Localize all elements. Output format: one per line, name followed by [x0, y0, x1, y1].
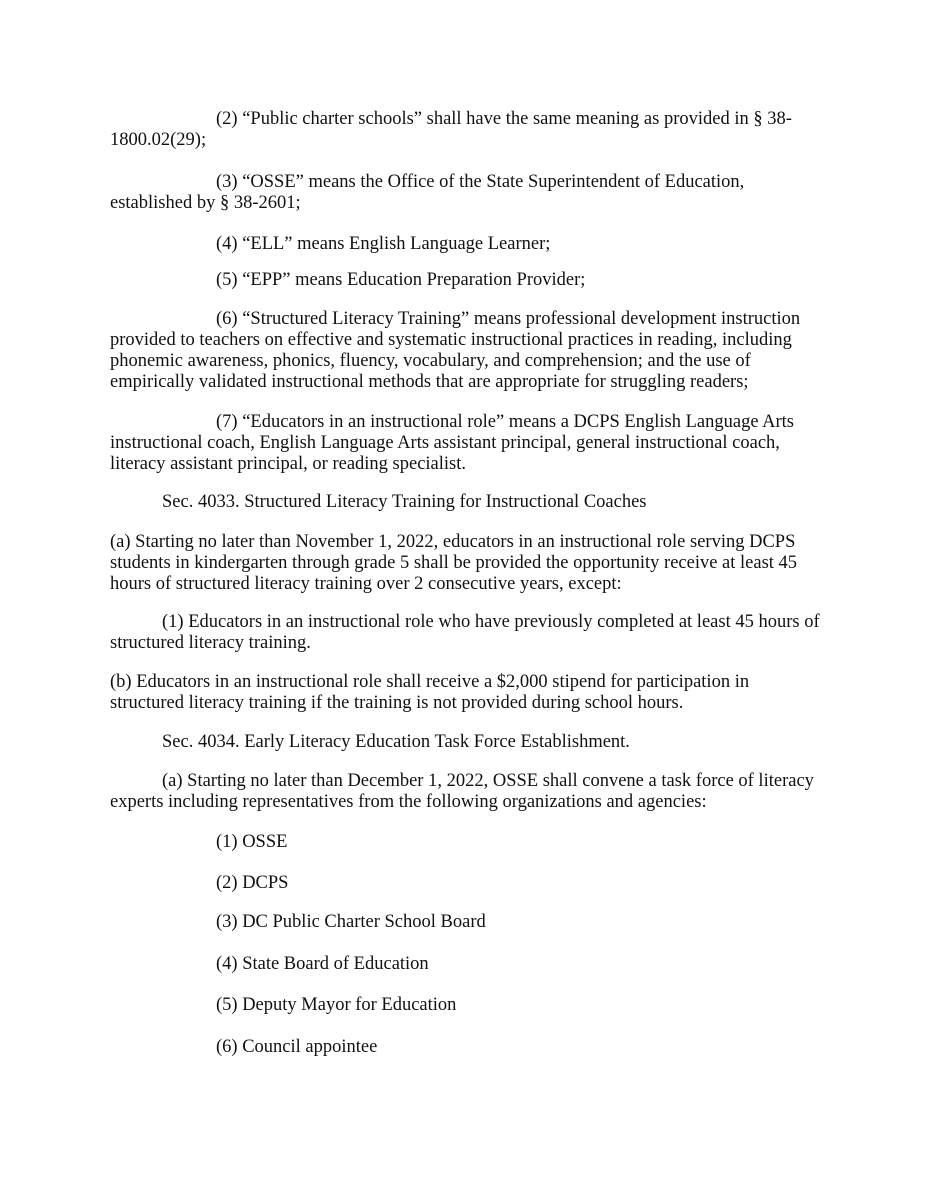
section-4034-subsection-a: (a) Starting no later than December 1, 2022, OSSE shall convene a task force of literacy experts including representatives from the following organizations and agencies:: [110, 771, 814, 812]
definition-5: (5) “EPP” means Education Preparation Provider;: [216, 270, 586, 290]
task-force-member-3: (3) DC Public Charter School Board: [216, 912, 486, 932]
definition-3: (3) “OSSE” means the Office of the State Superintendent of Education, established by § 38-2601;: [110, 172, 745, 213]
section-4033-subsection-a: (a) Starting no later than November 1, 2022, educators in an instructional role serving DCPS students in kindergarten through grade 5 shall be provided the opportunity receive at least 45 hours of structured literacy training over 2 consecutive years, except:: [110, 532, 798, 594]
task-force-member-5: (5) Deputy Mayor for Education: [216, 995, 457, 1015]
task-force-member-2: (2) DCPS: [216, 873, 289, 893]
task-force-member-4: (4) State Board of Education: [216, 954, 429, 974]
task-force-member-6: (6) Council appointee: [216, 1037, 378, 1057]
definition-7: (7) “Educators in an instructional role” means a DCPS English Language Arts instructional coach, English Language Arts assistant principal, general instructional coach, literacy assistant principal, or reading specialist.: [110, 412, 794, 474]
section-4033-subsection-b: (b) Educators in an instructional role shall receive a $2,000 stipend for participation in structured literacy training if the training is not provided during school hours.: [110, 672, 750, 713]
definition-4: (4) “ELL” means English Language Learner;: [216, 234, 551, 254]
section-4033-heading: Sec. 4033. Structured Literacy Training for Instructional Coaches: [162, 492, 647, 512]
section-4034-heading: Sec. 4034. Early Literacy Education Task Force Establishment.: [162, 732, 630, 752]
definition-2: (2) “Public charter schools” shall have the same meaning as provided in § 38-1800.02(29);: [110, 109, 792, 150]
definition-6: (6) “Structured Literacy Training” means professional development instruction provided to teachers on effective and systematic instructional practices in reading, including phonemic awareness, phonics, fluency, vocabulary, and comprehension; and the use of empirically validated instructional methods that are appropriate for struggling readers;: [110, 309, 801, 392]
section-4033-exception-1: (1) Educators in an instructional role who have previously completed at least 45 hours of structured literacy training.: [110, 612, 820, 653]
task-force-member-1: (1) OSSE: [216, 832, 288, 852]
